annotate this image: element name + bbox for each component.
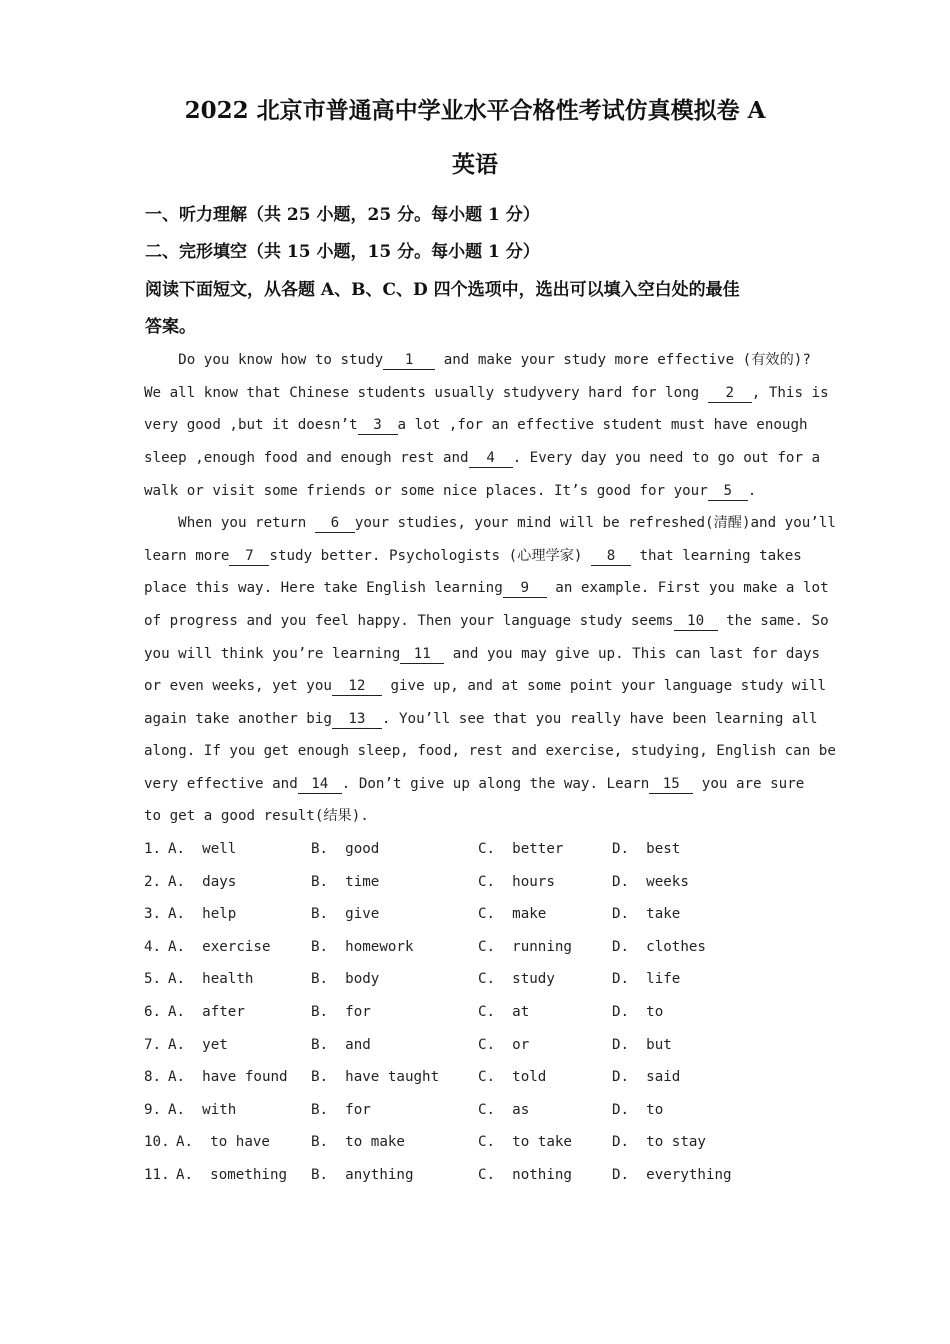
- question-number: 5.: [144, 971, 162, 987]
- question-number: 11.: [144, 1167, 170, 1183]
- option-a: A. yet: [168, 1037, 228, 1053]
- question-number: 8.: [144, 1069, 162, 1085]
- option-a: A. health: [168, 971, 254, 987]
- blank-4: 4: [469, 450, 513, 468]
- option-b: B. give: [311, 906, 380, 922]
- option-d: D. said: [612, 1069, 681, 1085]
- option-b: B. for: [311, 1102, 371, 1118]
- passage-line: sleep ,enough food and enough rest and 4 . Every day you need to go out for a: [144, 450, 821, 466]
- option-c: C. hours: [478, 874, 555, 890]
- blank-6: 6: [315, 515, 355, 533]
- option-c: C. better: [478, 841, 564, 857]
- option-b: B. for: [311, 1004, 371, 1020]
- option-b: B. body: [311, 971, 380, 987]
- blank-7: 7: [229, 548, 269, 566]
- blank-2: 2: [708, 385, 752, 403]
- option-a: A. exercise: [168, 939, 271, 955]
- question-number: 3.: [144, 906, 162, 922]
- blank-11: 11: [400, 646, 444, 664]
- blank-14: 14: [298, 776, 342, 794]
- passage-line: again take another big 13 . You’ll see that you really have been learning all: [144, 711, 818, 727]
- option-b: B. to make: [311, 1134, 405, 1150]
- option-d: D. weeks: [612, 874, 689, 890]
- option-a: A. to have: [176, 1134, 270, 1150]
- passage-line: walk or visit some friends or some nice places. It’s good for your 5 .: [144, 483, 757, 499]
- passage-line: you will think you’re learning 11 and you may give up. This can last for days: [144, 646, 821, 662]
- passage-line: We all know that Chinese students usually studyvery hard for long 2 , This is: [144, 385, 829, 401]
- option-a: A. well: [168, 841, 237, 857]
- option-a: A. with: [168, 1102, 237, 1118]
- blank-15: 15: [649, 776, 693, 794]
- question-number: 6.: [144, 1004, 162, 1020]
- question-number: 10.: [144, 1134, 170, 1150]
- question-number: 2.: [144, 874, 162, 890]
- blank-9: 9: [503, 580, 547, 598]
- blank-8: 8: [591, 548, 631, 566]
- blank-10: 10: [674, 613, 718, 631]
- section-listening: 一、听力理解（共 25 小题，25 分。每小题 1 分）: [145, 205, 540, 225]
- passage-line: When you return 6 your studies, your mind will be refreshed(清醒)and you’ll: [144, 515, 836, 531]
- passage-line: learn more 7 study better. Psychologists (心理学家) 8 that learning takes: [144, 548, 802, 564]
- page-title: 2022 北京市普通高中学业水平合格性考试仿真模拟卷 A: [184, 97, 766, 124]
- option-d: D. take: [612, 906, 681, 922]
- option-a: A. help: [168, 906, 237, 922]
- instruction-line-1: 阅读下面短文，从各题 A、B、C、D 四个选项中，选出可以填入空白处的最佳: [145, 280, 740, 300]
- option-b: B. have taught: [311, 1069, 440, 1085]
- blank-1: 1: [383, 352, 435, 370]
- subject-title: 英语: [452, 151, 498, 178]
- blank-5: 5: [708, 483, 748, 501]
- option-b: B. time: [311, 874, 380, 890]
- option-d: D. to stay: [612, 1134, 706, 1150]
- passage-line: along. If you get enough sleep, food, rest and exercise, studying, English can be: [144, 743, 836, 759]
- option-c: C. study: [478, 971, 555, 987]
- option-c: C. make: [478, 906, 547, 922]
- option-c: C. to take: [478, 1134, 572, 1150]
- option-d: D. everything: [612, 1167, 732, 1183]
- option-a: A. have found: [168, 1069, 288, 1085]
- option-b: B. and: [311, 1037, 371, 1053]
- option-c: C. at: [478, 1004, 530, 1020]
- passage-line: to get a good result(结果).: [144, 808, 369, 824]
- option-c: C. nothing: [478, 1167, 572, 1183]
- blank-12: 12: [332, 678, 382, 696]
- blank-13: 13: [332, 711, 382, 729]
- passage-line: or even weeks, yet you 12 give up, and at some point your language study will: [144, 678, 827, 694]
- option-d: D. life: [612, 971, 681, 987]
- passage-line: very good ,but it doesn’t 3 a lot ,for an effective student must have enough: [144, 417, 808, 433]
- passage-line: place this way. Here take English learning 9 an example. First you make a lot: [144, 580, 829, 596]
- option-c: C. running: [478, 939, 572, 955]
- option-c: C. as: [478, 1102, 530, 1118]
- passage-line: Do you know how to study 1 and make your study more effective (有效的)?: [144, 352, 811, 368]
- instruction-line-2: 答案。: [145, 317, 196, 337]
- question-number: 9.: [144, 1102, 162, 1118]
- option-c: C. or: [478, 1037, 530, 1053]
- question-number: 7.: [144, 1037, 162, 1053]
- passage-line: very effective and 14 . Don’t give up along the way. Learn 15 you are sure: [144, 776, 805, 792]
- option-a: A. days: [168, 874, 237, 890]
- section-cloze: 二、完形填空（共 15 小题，15 分。每小题 1 分）: [145, 242, 540, 262]
- option-a: A. something: [176, 1167, 288, 1183]
- option-b: B. homework: [311, 939, 414, 955]
- question-number: 1.: [144, 841, 162, 857]
- option-a: A. after: [168, 1004, 245, 1020]
- option-d: D. but: [612, 1037, 672, 1053]
- option-b: B. good: [311, 841, 380, 857]
- option-d: D. best: [612, 841, 681, 857]
- question-number: 4.: [144, 939, 162, 955]
- option-d: D. to: [612, 1004, 664, 1020]
- option-c: C. told: [478, 1069, 547, 1085]
- option-b: B. anything: [311, 1167, 414, 1183]
- passage-line: of progress and you feel happy. Then your language study seems 10 the same. So: [144, 613, 829, 629]
- blank-3: 3: [358, 417, 398, 435]
- option-d: D. clothes: [612, 939, 706, 955]
- option-d: D. to: [612, 1102, 664, 1118]
